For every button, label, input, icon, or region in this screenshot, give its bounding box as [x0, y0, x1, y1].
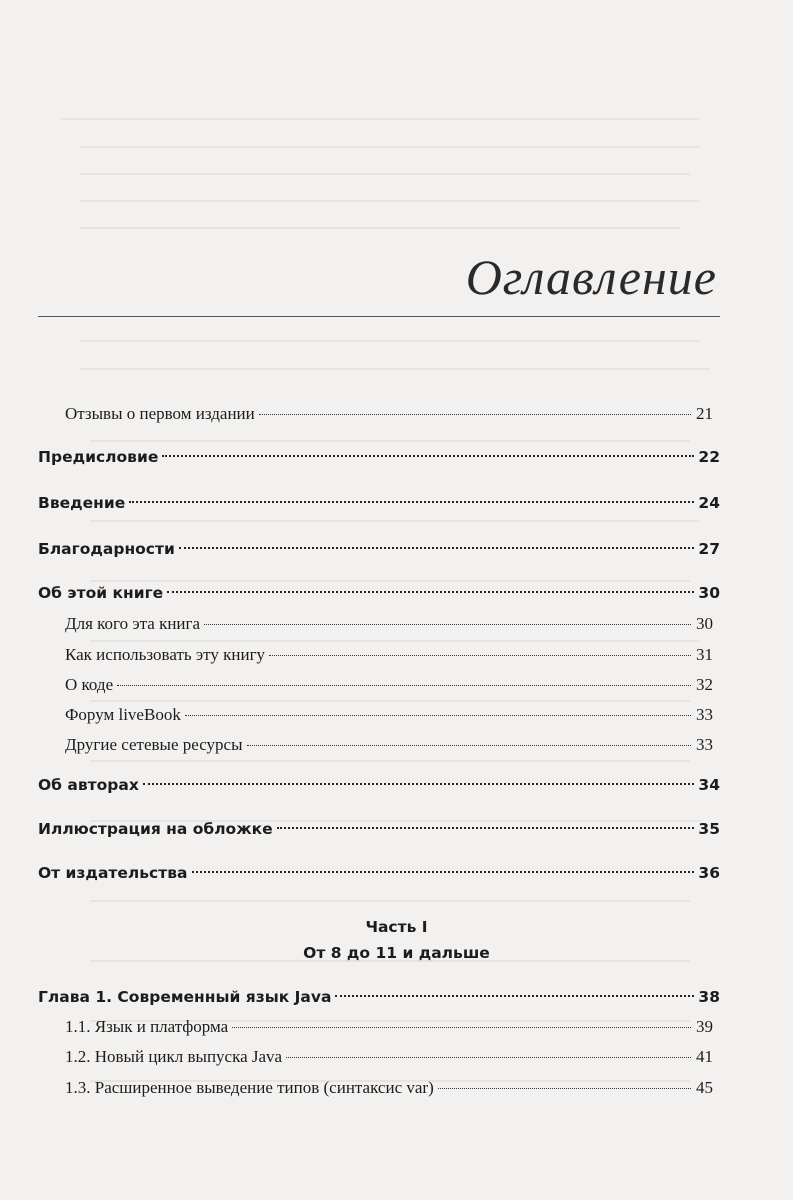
- leader-dots: [232, 1027, 691, 1028]
- toc-entry-label: Предисловие: [38, 448, 159, 466]
- toc-entry-page: 33: [696, 735, 713, 754]
- leader-dots: [277, 827, 695, 829]
- toc-entry[interactable]: [38, 540, 720, 558]
- leader-dots: [143, 783, 695, 785]
- toc-entry-page: 34: [698, 776, 720, 794]
- toc-entry-label: О коде: [65, 675, 114, 694]
- toc-entry-page: 30: [698, 584, 720, 602]
- toc-entry-label: Введение: [38, 494, 126, 512]
- section-entry[interactable]: [65, 1078, 713, 1098]
- toc-entry-label: Отзывы о первом издании: [65, 404, 255, 423]
- part-title: От 8 до 11 и дальше: [303, 944, 490, 962]
- toc-entry-page: 30: [696, 614, 713, 633]
- toc-entry-label: 1.3. Расширенное выведение типов (синтаксис var): [65, 1078, 434, 1097]
- toc-entry-page: 24: [698, 494, 720, 512]
- toc-entry-page: 39: [696, 1017, 713, 1036]
- toc-entry[interactable]: [38, 864, 720, 882]
- toc-entry-label: Иллюстрация на обложке: [38, 820, 273, 838]
- leader-dots: [259, 414, 691, 415]
- toc-entry-page: 35: [698, 820, 720, 838]
- toc-entry[interactable]: [65, 675, 713, 695]
- section-entry[interactable]: [65, 1047, 713, 1067]
- leader-dots: [192, 871, 695, 873]
- toc-entry-page: 21: [696, 404, 713, 423]
- toc-entry-label: Другие сетевые ресурсы: [65, 735, 243, 754]
- toc-entry-label: Об авторах: [38, 776, 139, 794]
- leader-dots: [179, 547, 695, 549]
- toc-entry-page: 33: [696, 705, 713, 724]
- leader-dots: [269, 655, 691, 656]
- toc-entry-label: Об этой книге: [38, 584, 164, 602]
- toc-entry[interactable]: [38, 584, 720, 602]
- leader-dots: [204, 624, 691, 625]
- section-entry[interactable]: [65, 1017, 713, 1037]
- toc-entry-label: Благодарности: [38, 540, 175, 558]
- toc-entry-page: 22: [698, 448, 720, 466]
- leader-dots: [286, 1057, 691, 1058]
- toc-entry-page: 41: [696, 1047, 713, 1066]
- toc-entry[interactable]: [65, 645, 713, 665]
- toc-entry-page: 32: [696, 675, 713, 694]
- toc-entry[interactable]: [38, 776, 720, 794]
- leader-dots: [185, 715, 691, 716]
- leader-dots: [167, 591, 694, 593]
- toc-entry-page: 27: [698, 540, 720, 558]
- toc-entry-label: Для кого эта книга: [65, 614, 201, 633]
- toc-entry-page: 31: [696, 645, 713, 664]
- leader-dots: [117, 685, 691, 686]
- toc-entry[interactable]: [65, 705, 713, 725]
- toc-entry-label: Как использовать эту книгу: [65, 645, 266, 664]
- toc-entry[interactable]: [38, 494, 720, 512]
- page-title: Оглавление: [465, 249, 717, 305]
- toc-entry[interactable]: [38, 820, 720, 838]
- leader-dots: [162, 455, 694, 457]
- toc-entry-label: 1.1. Язык и платформа: [65, 1017, 229, 1036]
- toc-entry-page: 36: [698, 864, 720, 882]
- toc-entry[interactable]: [65, 735, 713, 755]
- leader-dots: [247, 745, 691, 746]
- toc-entry-label: 1.2. Новый цикл выпуска Java: [65, 1047, 283, 1066]
- chapter-entry[interactable]: [38, 988, 720, 1006]
- toc-entry-label: Глава 1. Современный язык Java: [38, 988, 332, 1006]
- leader-dots: [438, 1088, 691, 1089]
- leader-dots: [129, 501, 694, 503]
- toc-entry[interactable]: [38, 448, 720, 466]
- toc-entry-label: От издательства: [38, 864, 188, 882]
- part-number: Часть I: [365, 918, 428, 936]
- toc-entry[interactable]: [65, 404, 713, 424]
- toc-entry-page: 38: [698, 988, 720, 1006]
- toc-entry-label: Форум liveBook: [65, 705, 181, 724]
- toc-entry-page: 45: [696, 1078, 713, 1097]
- leader-dots: [335, 995, 694, 997]
- toc-entry[interactable]: [65, 614, 713, 634]
